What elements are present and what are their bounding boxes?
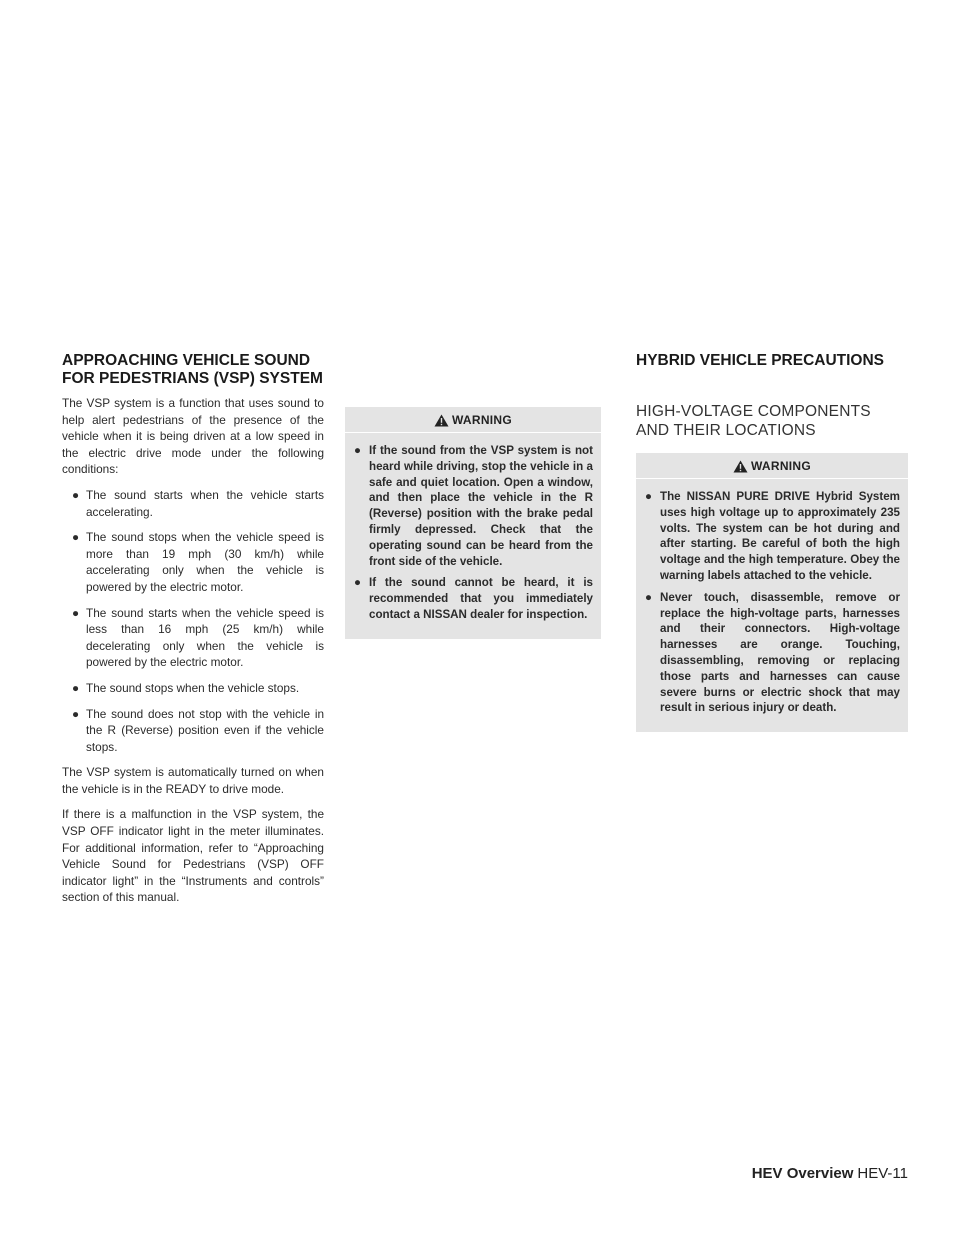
middle-column	[345, 407, 607, 639]
warning-header	[636, 453, 908, 479]
vsp-malfunction-paragraph: If there is a malfunction in the VSP system, the VSP OFF indicator light in the meter illuminates. For additional information, refer to “Approaching Vehicle Sound for Pedestrians (VSP) OFF indicator light” in the “Instruments and controls” section of this manual.	[62, 807, 324, 905]
warning-list	[636, 479, 908, 716]
hybrid-section-title: HYBRID VEHICLE PRECAUTIONS	[636, 352, 885, 369]
bullet-icon: ●	[72, 605, 80, 620]
list-item: ● The sound stops when the vehicle speed is more than 19 mph (30 km/h) while accelerating only when the vehicle is powered by the electric motor.	[72, 530, 324, 594]
vsp-section-title: APPROACHING VEHICLE SOUND FOR PEDESTRIANS (VSP) SYSTEM	[62, 352, 323, 387]
vsp-condition-list	[62, 487, 324, 755]
bullet-icon: ●	[354, 444, 362, 457]
list-item: ● If the sound cannot be heard, it is recommended that you immediately contact a NISSAN dealer for inspection.	[354, 576, 593, 621]
hybrid-warning-box	[636, 453, 908, 732]
list-item: ● Never touch, disassemble, remove or replace the high-voltage parts, harnesses and their connectors. High-voltage harnesses are orange. Touching, disassembling, removing or replacing those parts and harnesses can cause severe burns or electric shock that may result in serious injury or death.	[645, 590, 900, 715]
bullet-icon: ●	[645, 590, 653, 604]
bullet-icon: ●	[645, 490, 653, 503]
bullet-icon: ●	[72, 530, 80, 545]
bullet-icon: ●	[72, 680, 80, 695]
list-item: ● The sound does not stop with the vehicle in the R (Reverse) position even if the vehicle stops.	[72, 706, 324, 754]
vsp-warning-box	[345, 407, 601, 639]
bullet-icon: ●	[72, 487, 80, 502]
page-footer	[752, 1165, 908, 1182]
left-column	[62, 352, 324, 915]
vsp-auto-on-paragraph: The VSP system is automatically turned on when the vehicle is in the READY to drive mode.	[62, 765, 324, 796]
high-voltage-subtitle: HIGH-VOLTAGE COMPONENTS AND THEIR LOCATIONS	[636, 403, 871, 439]
bullet-icon: ●	[354, 576, 362, 590]
footer-section-name: HEV Overview	[751, 1165, 854, 1182]
list-item: ● If the sound from the VSP system is not heard while driving, stop the vehicle in a safe and quiet location. Open a window, and then place the vehicle in the R (Reverse) position with the brake pedal firmly depressed. Check that the operating sound can be heard from the front side of the vehicle.	[354, 444, 593, 568]
warning-label: WARNING	[451, 413, 513, 427]
warning-list	[345, 433, 601, 623]
page-number: HEV-11	[857, 1165, 908, 1182]
list-item: ● The NISSAN PURE DRIVE Hybrid System uses high voltage up to approximately 235 volts. The system can be hot during and after starting. Be careful of both the high voltage and the high temperature. Obey the warning labels attached to the vehicle.	[645, 490, 900, 582]
list-item: ● The sound starts when the vehicle starts accelerating.	[72, 487, 324, 519]
list-item: ● The sound stops when the vehicle stops.	[72, 680, 300, 695]
list-item: ● The sound starts when the vehicle speed is less than 16 mph (25 km/h) while decelerating only when the vehicle is powered by the electric motor.	[72, 605, 324, 670]
warning-triangle-icon	[434, 414, 449, 427]
bullet-icon: ●	[72, 706, 80, 721]
warning-header	[345, 407, 601, 433]
warning-label: WARNING	[750, 459, 812, 473]
right-column	[636, 352, 898, 732]
vsp-intro: The VSP system is a function that uses sound to help alert pedestrians of the presence of the vehicle when it is being driven at a low speed in the electric drive mode under the following conditions:	[62, 396, 324, 477]
warning-triangle-icon	[733, 460, 748, 473]
